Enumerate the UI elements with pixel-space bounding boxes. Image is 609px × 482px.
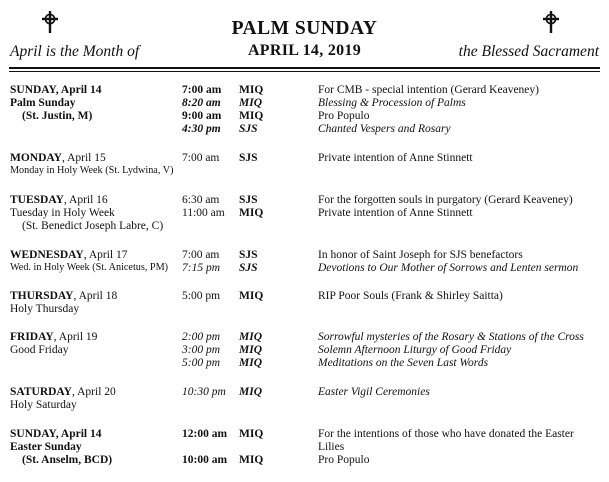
mass-location: MIQ [239, 96, 263, 109]
day-subtitle [10, 344, 97, 357]
feast-name: Holy Saturday [10, 398, 77, 411]
mass-location: SJS [239, 261, 258, 274]
mass-intention: Private intention of Anne Stinnett [318, 206, 473, 219]
intention-column [318, 386, 430, 399]
mass-location: MIQ [239, 206, 264, 219]
day-heading [10, 331, 97, 344]
place-column [239, 84, 263, 136]
page-title: PALM SUNDAY [231, 18, 378, 39]
mass-time: 9:00 am [182, 109, 222, 122]
feast-name: (St. Benedict Joseph Labre, C) [22, 219, 164, 232]
day-subtitle [10, 262, 168, 275]
mass-time: 11:00 am [182, 206, 225, 219]
day-name: FRIDAY [10, 331, 54, 343]
day-date: , April 20 [72, 386, 116, 398]
right-tagline: the Blessed Sacrament [458, 43, 599, 60]
mass-time: 7:00 am [182, 249, 220, 261]
mass-time: 8:20 am [182, 96, 221, 109]
day-subtitle [10, 97, 102, 110]
day-subtitle [10, 220, 163, 233]
day-subtitle [10, 454, 112, 467]
mass-time: 10:00 am [182, 453, 228, 466]
feast-name: (St. Justin, M) [22, 109, 93, 122]
intention-column [318, 249, 578, 275]
feast-name: Palm Sunday [10, 96, 76, 109]
time-column [182, 290, 220, 303]
spacer [239, 441, 263, 454]
day-name: THURSDAY [10, 290, 74, 302]
day-date: , April 15 [61, 152, 106, 164]
place-column [239, 428, 263, 467]
mass-time: 7:15 pm [182, 261, 221, 274]
feast-name: (St. Anselm, BCD) [22, 453, 113, 466]
mass-intention: Pro Populo [318, 109, 370, 122]
mass-location: MIQ [239, 356, 263, 369]
mass-location: MIQ [239, 386, 263, 398]
mass-intention: Pro Populo [318, 453, 370, 466]
day-column [10, 428, 112, 467]
mass-time: 12:00 am [182, 428, 228, 440]
intention-column [318, 194, 573, 220]
day-heading [10, 249, 168, 262]
mass-intention: Private intention of Anne Stinnett [318, 152, 473, 164]
mass-location: MIQ [239, 428, 264, 440]
day-subtitle [10, 165, 174, 178]
intention-column [318, 428, 574, 467]
feast-name: Good Friday [10, 343, 69, 356]
day-heading [10, 194, 163, 207]
feast-name: Easter Sunday [10, 440, 82, 453]
mass-intention: For CMB - special intention (Gerard Keaveney) [318, 84, 539, 96]
feast-name: Tuesday in Holy Week [10, 206, 115, 219]
mass-location: MIQ [239, 453, 264, 466]
mass-intention: RIP Poor Souls (Frank & Shirley Saitta) [318, 290, 503, 302]
day-subtitle [10, 207, 163, 220]
mass-time: 3:00 pm [182, 343, 221, 356]
mass-intention: Blessing & Procession of Palms [318, 96, 466, 109]
mass-location: SJS [239, 194, 258, 206]
mass-time: 6:30 am [182, 194, 220, 206]
time-column [182, 428, 227, 467]
mass-time: 10:30 pm [182, 386, 226, 398]
intention-column [318, 331, 584, 370]
mass-time: 7:00 am [182, 152, 220, 164]
day-heading [10, 84, 102, 97]
day-subtitle [10, 303, 117, 316]
mass-intention: Solemn Afternoon Liturgy of Good Friday [318, 343, 512, 356]
mass-location: SJS [239, 152, 258, 164]
day-name: SATURDAY [10, 386, 72, 398]
day-subtitle [10, 110, 102, 123]
mass-location: MIQ [239, 109, 264, 122]
day-name: MONDAY [10, 152, 62, 164]
mass-location: MIQ [239, 331, 263, 343]
day-name: SUNDAY, April 14 [10, 428, 102, 440]
mass-intention: Meditations on the Seven Last Words [318, 356, 489, 369]
feast-name: Monday in Holy Week (St. Lydwina, V) [10, 164, 174, 176]
day-column [10, 84, 102, 123]
page-date: APRIL 14, 2019 [247, 42, 362, 59]
place-column [239, 290, 263, 303]
feast-name: Holy Thursday [10, 302, 80, 315]
day-column [10, 152, 174, 178]
day-subtitle [10, 399, 116, 412]
day-date: , April 19 [53, 331, 98, 343]
day-date: , April 17 [83, 249, 128, 261]
time-column [182, 331, 220, 370]
mass-location: MIQ [239, 84, 264, 96]
day-heading [10, 290, 117, 303]
day-name: TUESDAY [10, 194, 64, 206]
day-column [10, 386, 116, 412]
mass-time: 5:00 pm [182, 356, 221, 369]
time-column [182, 84, 221, 136]
place-column [239, 152, 258, 165]
mass-time: 5:00 pm [182, 290, 221, 302]
mass-location: SJS [239, 249, 258, 261]
mass-time: 2:00 pm [182, 331, 221, 343]
day-column [10, 331, 97, 357]
day-subtitle [10, 441, 112, 454]
left-tagline: April is the Month of [10, 43, 140, 60]
mass-location: MIQ [239, 290, 264, 302]
time-column [182, 249, 220, 275]
day-name: SUNDAY, April 14 [10, 84, 102, 96]
intention-column [318, 84, 539, 136]
day-column [10, 290, 117, 316]
mass-location: SJS [239, 122, 258, 135]
day-heading [10, 152, 174, 165]
time-column [182, 386, 226, 399]
mass-intention: Chanted Vespers and Rosary [318, 122, 451, 135]
intention-column [318, 152, 473, 165]
day-heading [10, 386, 116, 399]
mass-intention: Sorrowful mysteries of the Rosary & Stations of the Cross [318, 331, 584, 343]
mass-intention-cont: Lilies [318, 440, 345, 453]
mass-intention: For the forgotten souls in purgatory (Gerard Keaveney) [318, 194, 573, 206]
mass-time: 7:00 am [182, 84, 222, 96]
mass-intention: Devotions to Our Mother of Sorrows and Lenten sermon [318, 261, 579, 274]
mass-intention: For the intentions of those who have donated the Easter [318, 428, 574, 440]
time-column [182, 152, 219, 165]
mass-intention: In honor of Saint Joseph for SJS benefactors [318, 249, 523, 261]
day-column [10, 194, 163, 233]
place-column [239, 331, 262, 370]
intention-column [318, 290, 503, 303]
header-divider [9, 67, 600, 69]
feast-name: Wed. in Holy Week (St. Anicetus, PM) [10, 261, 169, 273]
place-column [239, 386, 262, 399]
place-column [239, 249, 258, 275]
day-column [10, 249, 168, 275]
day-date: , April 16 [63, 194, 108, 206]
mass-time: 4:30 pm [182, 122, 221, 135]
day-heading [10, 428, 112, 441]
day-date: , April 18 [73, 290, 118, 302]
place-column [239, 194, 263, 220]
time-column [182, 194, 225, 220]
mass-location: MIQ [239, 343, 263, 356]
day-name: WEDNESDAY [10, 249, 84, 261]
spacer [182, 441, 227, 454]
header-divider-thin [9, 71, 600, 72]
mass-intention: Easter Vigil Ceremonies [318, 386, 430, 398]
